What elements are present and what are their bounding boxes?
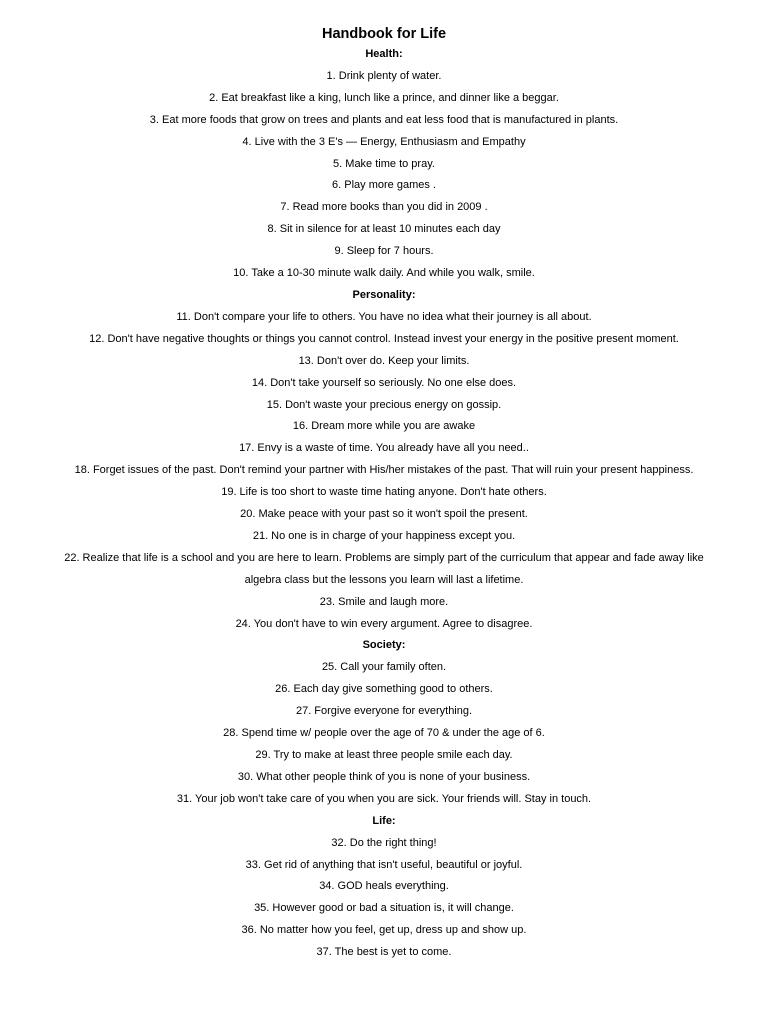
list-item: 22. Realize that life is a school and you are here to learn. Problems are simply part of the curriculum that appear and fade away like algebra class but the lessons you learn will last a lifetime. bbox=[64, 551, 704, 586]
list-life bbox=[60, 833, 708, 964]
list-item: 31. Your job won't take care of you when you are sick. Your friends will. Stay in touch. bbox=[176, 792, 592, 805]
list-item: 10. Take a 10-30 minute walk daily. And while you walk, smile. bbox=[233, 267, 535, 280]
list-item: 32. Do the right thing! bbox=[331, 836, 437, 849]
list-item: 23. Smile and laugh more. bbox=[319, 595, 449, 608]
list-item: 25. Call your family often. bbox=[321, 661, 447, 674]
list-item: 20. Make peace with your past so it won't spoil the present. bbox=[240, 508, 528, 521]
list-item: 28. Spend time w/ people over the age of 70 & under the age of 6. bbox=[223, 727, 545, 740]
list-item: 21. No one is in charge of your happiness except you. bbox=[252, 529, 516, 542]
section-life bbox=[60, 811, 708, 964]
list-item: 26. Each day give something good to others. bbox=[275, 683, 493, 696]
section-heading-personality: Personality: bbox=[352, 288, 416, 301]
section-society bbox=[60, 635, 708, 810]
list-item: 19. Life is too short to waste time hating anyone. Don't hate others. bbox=[221, 486, 547, 499]
list-item: 36. No matter how you feel, get up, dress up and show up. bbox=[241, 924, 527, 937]
section-health bbox=[60, 44, 708, 285]
list-item: 12. Don't have negative thoughts or things you cannot control. Instead invest your energy in the positive present moment. bbox=[89, 332, 679, 345]
list-item: 11. Don't compare your life to others. You have no idea what their journey is all about. bbox=[176, 310, 592, 323]
list-item: 14. Don't take yourself so seriously. No one else does. bbox=[251, 376, 517, 389]
list-item: 27. Forgive everyone for everything. bbox=[295, 705, 473, 718]
list-item: 1. Drink plenty of water. bbox=[326, 69, 442, 82]
page-title: Handbook for Life bbox=[321, 26, 447, 42]
list-item: 9. Sleep for 7 hours. bbox=[334, 245, 434, 258]
list-item: 29. Try to make at least three people smile each day. bbox=[255, 749, 513, 761]
section-heading-health: Health: bbox=[365, 48, 403, 60]
list-item: 7. Read more books than you did in 2009 . bbox=[280, 201, 488, 214]
section-heading-life: Life: bbox=[372, 814, 396, 827]
list-item: 35. However good or bad a situation is, it will change. bbox=[254, 902, 514, 915]
list-item: 5. Make time to pray. bbox=[333, 157, 435, 170]
list-item: 17. Envy is a waste of time. You already have all you need.. bbox=[239, 442, 529, 455]
list-item: 33. Get rid of anything that isn't useful, beautiful or joyful. bbox=[245, 858, 523, 871]
list-item: 6. Play more games . bbox=[332, 179, 436, 192]
list-item: 37. The best is yet to come. bbox=[316, 946, 452, 959]
list-personality bbox=[60, 307, 708, 636]
list-item: 8. Sit in silence for at least 10 minutes each day bbox=[267, 223, 501, 236]
list-item: 24. You don't have to win every argument. Agree to disagree. bbox=[235, 617, 533, 630]
list-item: 2. Eat breakfast like a king, lunch like a prince, and dinner like a beggar. bbox=[209, 91, 559, 104]
list-item: 18. Forget issues of the past. Don't remind your partner with His/her mistakes of the past. That will ruin your present happiness. bbox=[74, 464, 694, 477]
list-item: 13. Don't over do. Keep your limits. bbox=[298, 354, 470, 367]
list-item: 16. Dream more while you are awake bbox=[292, 420, 476, 433]
list-item: 3. Eat more foods that grow on trees and plants and eat less food that is manufactured in plants. bbox=[149, 113, 619, 126]
list-item: 34. GOD heals everything. bbox=[319, 880, 449, 893]
list-item: 4. Live with the 3 E's — Energy, Enthusiasm and Empathy bbox=[242, 135, 526, 148]
section-personality bbox=[60, 285, 708, 636]
list-item: 30. What other people think of you is none of your business. bbox=[237, 770, 531, 783]
list-item: 15. Don't waste your precious energy on gossip. bbox=[266, 398, 502, 411]
section-heading-society: Society: bbox=[362, 639, 406, 652]
list-society bbox=[60, 657, 708, 810]
list-health bbox=[60, 66, 708, 285]
